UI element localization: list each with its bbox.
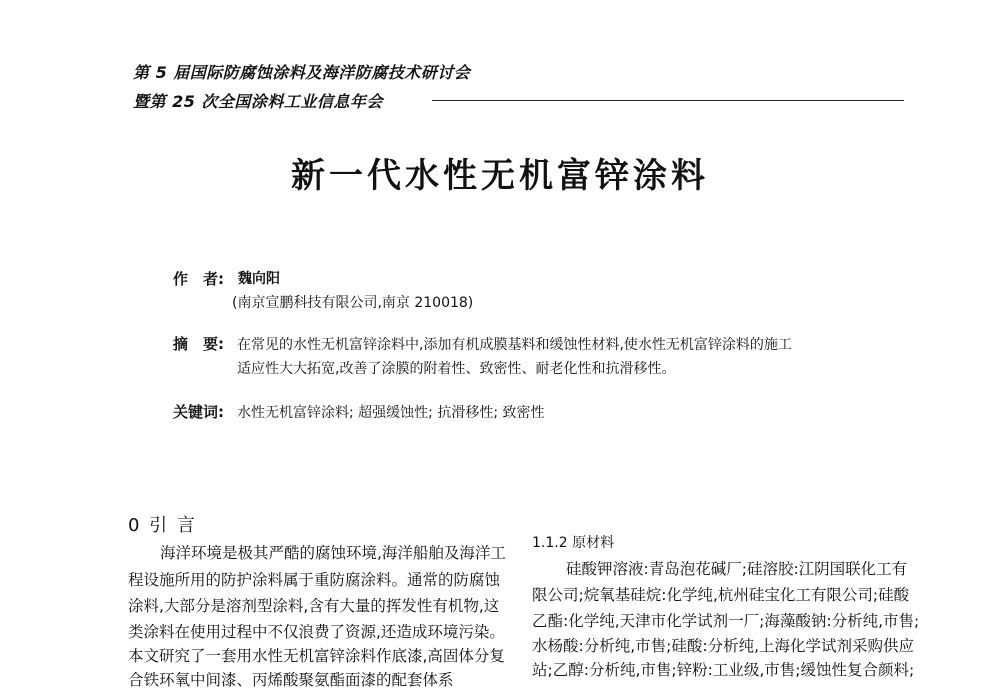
subsection-heading-materials: 1.1.2 原材料 bbox=[532, 535, 615, 551]
author-affiliation: (南京宣鹏科技有限公司,南京 210018) bbox=[232, 295, 474, 311]
section-heading-introduction: 0 引 言 bbox=[128, 515, 197, 536]
abstract-label: 摘 要: bbox=[173, 335, 224, 353]
author-name: 魏向阳 bbox=[238, 271, 280, 287]
body-text-line: 涂料,大部分是溶剂型涂料,含有大量的挥发性有机物,这 bbox=[128, 597, 500, 615]
body-text-line: 本文研究了一套用水性无机富锌涂料作底漆,高固体分复 bbox=[128, 647, 505, 665]
body-text-line: 合铁环氧中间漆、丙烯酸聚氨酯面漆的配套体系 bbox=[128, 671, 454, 689]
keywords-label: 关键词: bbox=[173, 403, 224, 421]
conference-title-line1: 第 5 届国际防腐蚀涂料及海洋防腐技术研讨会 bbox=[133, 63, 471, 82]
abstract-line: 适应性大大拓宽,改善了涂膜的附着性、致密性、耐老化性和抗滑移性。 bbox=[237, 361, 676, 377]
body-text-line: 程设施所用的防护涂料属于重防腐涂料。通常的防腐蚀 bbox=[128, 571, 501, 589]
author-label: 作 者: bbox=[173, 270, 224, 288]
paper-title: 新一代水性无机富锌涂料 bbox=[291, 156, 709, 196]
body-text-line: 限公司;烷氧基硅烷:化学纯,杭州硅宝化工有限公司;硅酸 bbox=[532, 586, 910, 604]
header-rule bbox=[432, 100, 904, 101]
keywords-text: 水性无机富锌涂料; 超强缓蚀性; 抗滑移性; 致密性 bbox=[237, 405, 545, 421]
body-text-line: 水杨酸:分析纯,市售;硅酸:分析纯,上海化学试剂采购供应 bbox=[532, 637, 915, 655]
body-text-line: 站;乙醇:分析纯,市售;锌粉:工业级,市售;缓蚀性复合颜料; bbox=[532, 661, 915, 679]
body-text-line: 乙酯:化学纯,天津市化学试剂一厂;海藻酸钠:分析纯,市售; bbox=[532, 612, 920, 630]
abstract-line: 在常见的水性无机富锌涂料中,添加有机成膜基料和缓蚀性材料,使水性无机富锌涂料的施工 bbox=[237, 337, 792, 353]
body-text-line: 硅酸钾溶液:青岛泡花碱厂;硅溶胶:江阴国联化工有 bbox=[566, 560, 908, 578]
body-text-line: 类涂料在使用过程中不仅浪费了资源,还造成环境污染。 bbox=[128, 623, 505, 641]
body-text-line: 海洋环境是极其严酷的腐蚀环境,海洋船舶及海洋工 bbox=[160, 544, 506, 562]
conference-title-line2: 暨第 25 次全国涂料工业信息年会 bbox=[133, 92, 383, 111]
